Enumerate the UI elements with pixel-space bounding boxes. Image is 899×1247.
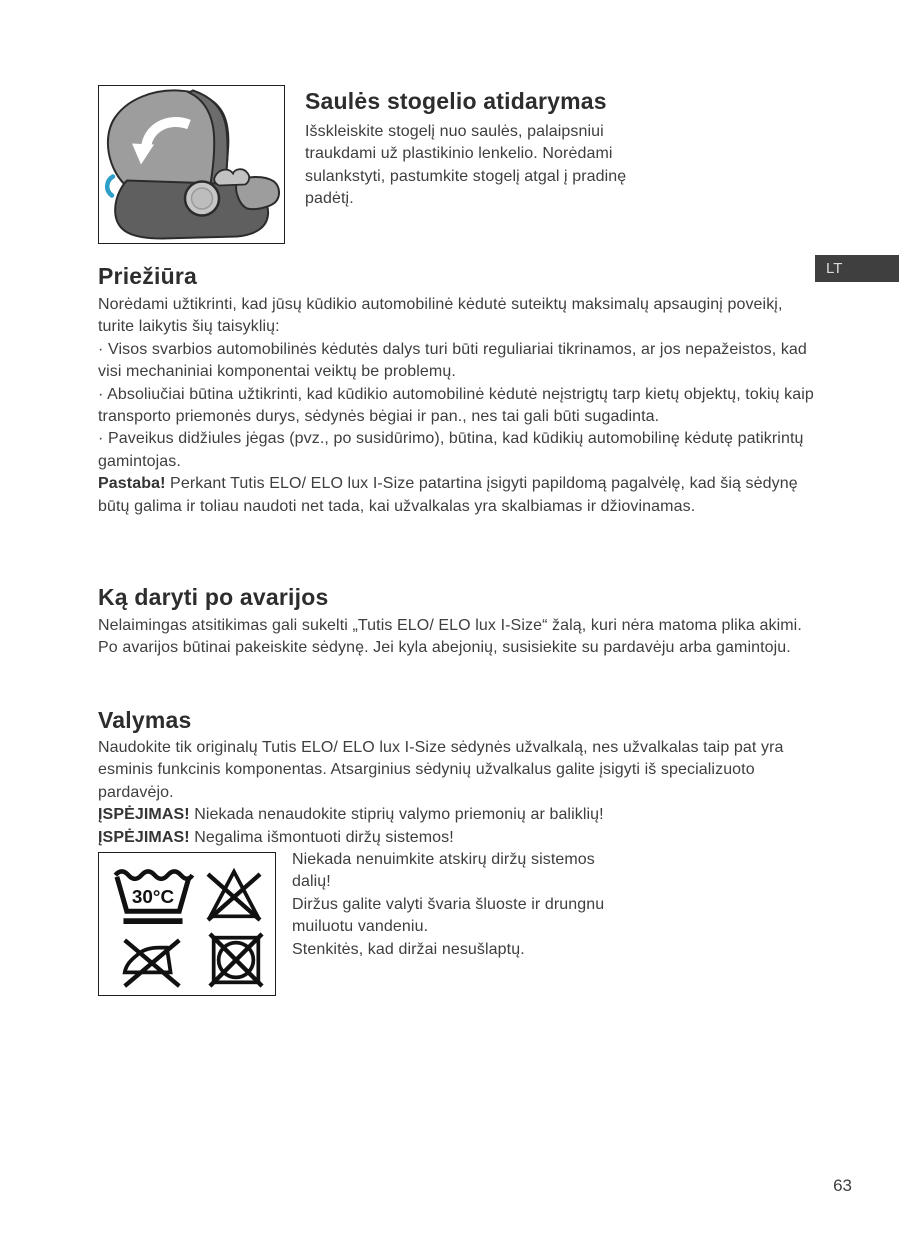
do-not-iron-icon — [107, 929, 197, 991]
cleaning-paragraph: Naudokite tik originalų Tutis ELO/ ELO lux I-Size sėdynės užvalkalą, nes užvalkalas taip pat yra esminis funkcinis komponentas. Atsarginius sėdynių užvalkalus galite įsigyti iš specializuoto pardavėjo. — [98, 739, 784, 801]
accident-paragraph: Nelaimingas atsitikimas gali sukelti „Tutis ELO/ ELO lux I-Size“ žalą, kuri nėra matoma plika akimi. Po avarijos būtinai pakeiskite sėdynę. Jei kyla abejonių, susisiekite su pardavėju arba gamintoju. — [98, 617, 802, 657]
care-note: Pastaba! Perkant Tutis ELO/ ELO lux I-Size patartina įsigyti papildomą pagalvėlę, kad šią sėdynę būtų galima ir toliau naudoti net tada, kai užvalkalas yra skalbiamas ir džiovinamas. — [98, 475, 798, 515]
wash-30c-gentle-icon — [111, 862, 195, 926]
language-tab-lt — [815, 255, 899, 282]
section-canopy — [305, 86, 677, 211]
section-heading-canopy: Saulės stogelio atidarymas — [305, 88, 607, 114]
belts-note-line: Stenkitės, kad diržai nesušlaptų. — [292, 940, 525, 958]
cleaning-body — [98, 737, 820, 849]
warning-label: ĮSPĖJIMAS! — [98, 828, 190, 846]
belts-note-line: Niekada nenuimkite atskirų diržų sistemos dalių! — [292, 851, 595, 891]
section-heading-care: Priežiūra — [98, 263, 197, 289]
cleaning-warning: ĮSPĖJIMAS! Negalima išmontuoti diržų sistemos! — [98, 828, 454, 846]
car-seat-canopy-figure — [98, 85, 285, 244]
do-not-tumble-dry-icon — [205, 929, 267, 991]
belts-care-note — [292, 849, 637, 961]
belts-note-line: Diržus galite valyti švaria šluoste ir drungnu muiluotu vandeniu. — [292, 895, 605, 936]
care-bullet: · Visos svarbios automobilinės kėdutės dalys turi būti reguliariai tikrinamos, ar jos nepažeistos, kad visi mechaniniai komponentai veiktų be problemų. — [98, 340, 807, 381]
laundry-symbols-figure — [98, 852, 276, 996]
accident-body — [98, 615, 820, 660]
section-heading-accident: Ką daryti po avarijos — [98, 584, 329, 610]
car-seat-illustration — [99, 86, 283, 242]
cleaning-warning: ĮSPĖJIMAS! Niekada nenaudokite stiprių valymo priemonių ar baliklių! — [98, 806, 604, 824]
page-number: 63 — [833, 1176, 852, 1195]
care-bullet: · Paveikus didžiules jėgas (pvz., po susidūrimo), būtina, kad kūdikių automobilinę kėdutę patikrintų gamintojas. — [98, 430, 804, 470]
section-heading-cleaning: Valymas — [98, 707, 192, 733]
warning-label: ĮSPĖJIMAS! — [98, 806, 190, 824]
care-bullet: · Absoliučiai būtina užtikrinti, kad kūdikio automobilinė kėdutė neįstrigtų tarp kietų objektų, tokių kaip transporto priemonės durys, sėdynės bėgiai ir pan., nes tai gali būti sugadinta. — [98, 385, 814, 426]
handle-recess — [214, 169, 249, 185]
language-tab-label: LT — [826, 260, 843, 277]
care-body — [98, 294, 820, 518]
blue-clip — [107, 177, 113, 196]
care-intro: Norėdami užtikrinti, kad jūsų kūdikio automobilinė kėdutė suteiktų maksimalų apsauginį poveikį, turite laikytis šių taisyklių: — [98, 296, 783, 336]
svg-text:30°C: 30°C — [131, 886, 175, 908]
note-label: Pastaba! — [98, 475, 166, 493]
canopy-body-paragraph: Išskleiskite stogelį nuo saulės, palaipsniui traukdami už plastikinio lenkelio. Norėdami sulankstyti, pastumkite stogelį atgal į pradinę padėtį. — [305, 123, 627, 208]
do-not-bleach-icon — [203, 862, 265, 926]
